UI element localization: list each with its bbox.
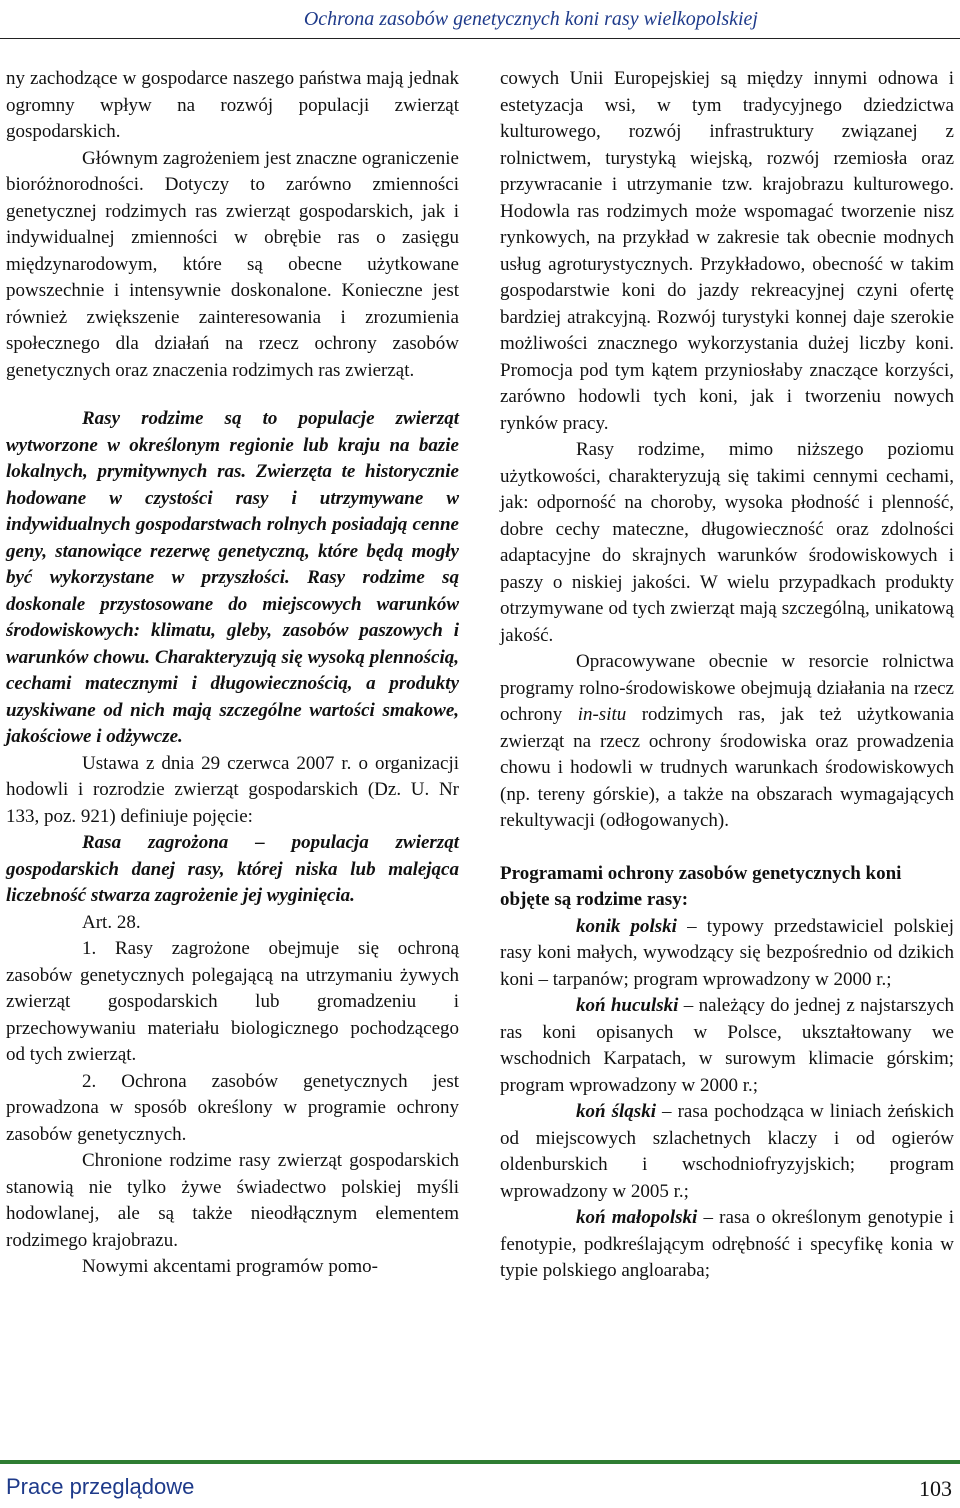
breed-description: – rasa pochodząca w liniach żeńskich od miejscowych szlachetnych klaczy i od ogierów oldenburskich i wschodniofryzyjskich; program wprowadzony w 2005 r.; [500,1101,954,1202]
header-rule [0,38,960,39]
paragraph [500,649,954,835]
breed-description: – typowy przedstawiciel polskiej rasy koni małych, wywodzący się bezpośrednio od dzikich koni – tarpanów; program wprowadzony w 2000 r.; [500,915,954,990]
breed-item [500,1205,954,1285]
breed-description: – należący do jednej z najstarszych ras koni opisanych w Polsce, ukształtowany we wschodnich Karpatach, w surowym klimacie górskim; program wprowadzony w 2000 r.; [500,995,954,1096]
paragraph: Ustawa z dnia 29 czerwca 2007 r. o organizacji hodowli i rozrodzie zwierząt gospodarskich (Dz. U. Nr 133, poz. 921) definiuje pojęcie: [6,752,459,827]
paragraph: 2. Ochrona zasobów genetycznych jest prowadzona w sposób określony w programie ochrony zasobów genetycznych. [6,1070,459,1145]
in-situ-term: in-situ [577,704,627,725]
paragraph: Chronione rodzime rasy zwierząt gospodarskich stanowią nie tylko żywe świadectwo polskiej myśli hodowlanej, ale są także nieodłącznym elementem rodzimego krajobrazu. [6,1150,459,1251]
right-column [500,66,954,1285]
section-heading: Programami ochrony zasobów genetycznych koni objęte są rodzime rasy: [500,862,902,910]
footer-rule [0,1460,960,1464]
text-span: rodzimych ras, jak też użytkowania zwierząt na rzecz ochrony środowiska oraz prowadzenia chowu i hodowli w trudnych warunkach środowiskowych (np. tereny górskie), a także na obszarach wymagających rekultywacji (odłogowanych). [500,704,955,831]
breed-name: koń huculski [576,995,679,1016]
breed-name: koń małopolski [576,1207,698,1228]
paragraph: ny zachodzące w gospodarce naszego państwa mają jednak ogromny wpływ na rozwój populacji zwierząt gospodarskich. [6,68,459,142]
breed-description: – rasa o określonym genotypie i fenotypie, podkreślającym odrębność i specyfikę konia w typie polskiego angloaraba; [500,1207,954,1281]
footer-section-title: Prace przeglądowe [6,1474,195,1499]
paragraph: cowych Unii Europejskiej są między innymi odnowa i estetyzacja wsi, w tym tradycyjnego dziedzictwa kulturowego, rozwój infrastruktury związanej z rolnictwem, turystyką wiejską, rozwój rzemiosła oraz przywracanie i utrzymanie tzw. krajobrazu kulturowego. Hodowla ras rodzimych może wspomagać tworzenie nisz rynkowych, na przykład w zakresie tak obecnie modnych usług agroturystycznych. Przykładowo, obecność w takim gospodarstwie koni do jazdy rekreacyjnej czyni ofertę bardziej atrakcyjną. Rozwój turystyki konnej daje szerokie możliwości znacznego wykorzystania dużej liczby koni. Promocja pod tym kątem przyniosłaby znaczące korzyści, zarówno hodowli tych koni, jak i tworzeniu nowych rynków pracy. [500,68,954,434]
paragraph: Rasy rodzime, mimo niższego poziomu użytkowości, charakteryzują się takimi cennymi cechami, jak: odporność na choroby, wysoka płodność i plenność, dobre cechy mateczne, długowieczność oraz zdolności adaptacyjne do skrajnych warunków środowiskowych i paszy o niskiej jakości. W wielu przypadkach produkty otrzymywane od tych zwierząt mają szczególną, unikatową jakość. [500,439,954,646]
page-number: 103 [919,1476,952,1501]
text-span: Opracowywane obecnie w resorcie rolnictwa programy rolno-środowiskowe obejmują działania na rzecz ochrony [500,651,954,725]
breed-item [500,993,954,1099]
breed-name: koń śląski [576,1101,656,1122]
left-column [6,66,459,1281]
breed-item [500,1099,954,1205]
paragraph: Głównym zagrożeniem jest znaczne ograniczenie bioróżnorodności. Dotyczy to zarówno zmienności genetycznej rodzimych ras zwierząt gospodarskich, jak i indywidualnej zmienności w obrębie ras o zasięgu międzynarodowym, które są obecne użytkowane powszechnie i intensywnie doskonalone. Konieczne jest również zwiększenie zainteresowania i zrozumienia społecznego dla działań na rzecz ochrony zasobów genetycznych oraz znaczenia rodzimych ras zwierząt. [6,147,459,381]
paragraph: 1. Rasy zagrożone obejmuje się ochroną zasobów genetycznych polegającą na utrzymaniu żywych zwierząt gospodarskich lub gromadzeniu i przechowywaniu materiału biologicznego pochodzącego od tych zwierząt. [6,938,459,1065]
paragraph: Nowymi akcentami programów pomo- [82,1256,379,1277]
definition-endangered-breed: Rasa zagrożona – populacja zwierząt gospodarskich danej rasy, której niska lub malejąca liczebność stwarza zagrożenie jej wyginięcia. [6,832,459,906]
breed-item [500,914,954,994]
breed-name: konik polski [576,915,677,937]
definition-native-breeds: Rasy rodzime są to populacje zwierząt wytworzone w określonym regionie lub kraju na bazie lokalnych, prymitywnych ras. Zwierzęta te historycznie hodowane w czystości rasy i utrzymywane w indywidualnych gospodarstwach rolnych posiadają cenne geny, stanowiące rezerwę genetyczną, które będą mogły być wykorzystane w przyszłości. Rasy rodzime są doskonale przystosowane do miejscowych warunków środowiskowych: klimatu, gleby, zasobów paszowych i warunków chowu. Charakteryzują się wysoką plennością, cechami matecznymi i długowiecznością, a produkty uzyskiwane od nich mają szczególne wartości smakowe, jakościowe i odżywcze. [6,408,459,747]
running-header: Ochrona zasobów genetycznych koni rasy wielkopolskiej [303,8,758,30]
article-number: Art. 28. [82,911,141,933]
